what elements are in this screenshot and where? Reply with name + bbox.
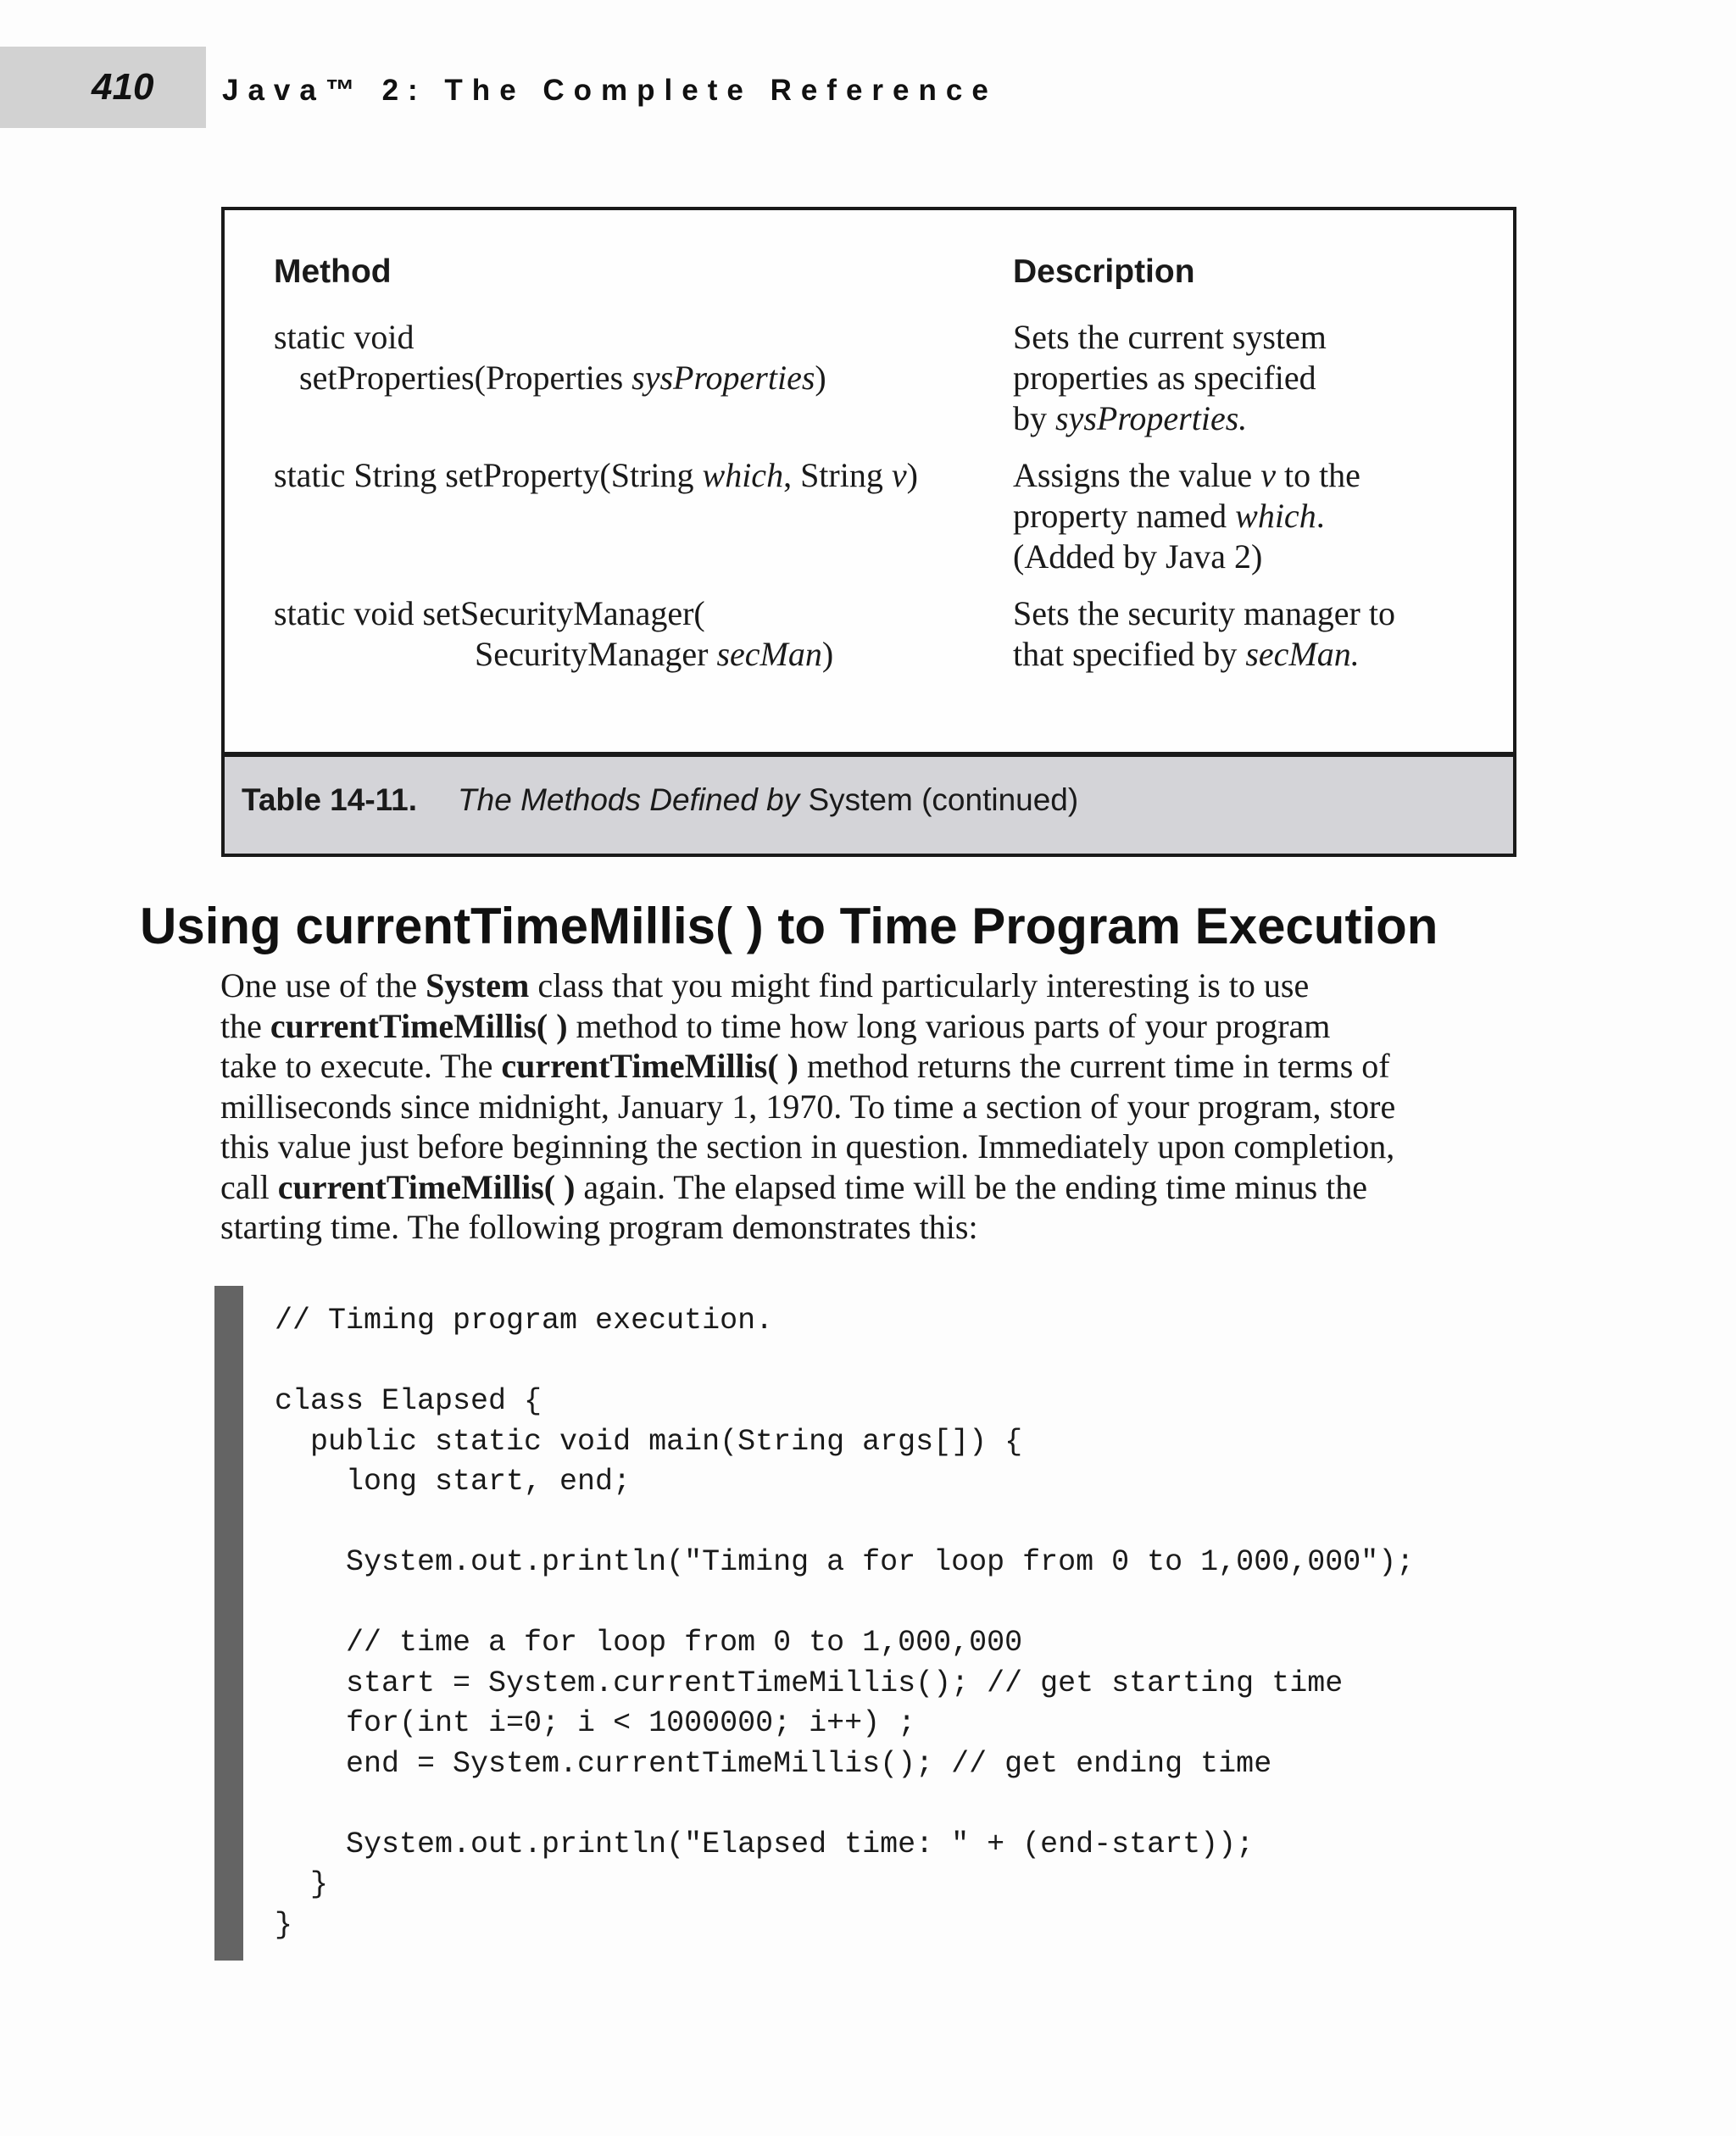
code-line: end = System.currentTimeMillis(); // get ending time: [275, 1746, 1272, 1781]
paragraph-line: the currentTimeMillis( ) method to time how long various parts of your program: [220, 1006, 1331, 1045]
code-line: [275, 1503, 1414, 1544]
code-line: for(int i=0; i < 1000000; i++) ;: [275, 1706, 916, 1740]
code-line: [275, 1583, 1414, 1624]
code-line: System.out.println("Timing a for loop from 0 to 1,000,000");: [275, 1545, 1415, 1579]
table-caption: [242, 782, 1078, 818]
table-caption-band: [225, 752, 1513, 854]
cell-line: property named which.: [1013, 497, 1325, 535]
code-line: long start, end;: [275, 1465, 632, 1499]
cell-line: static void: [274, 318, 415, 356]
code-line: // time a for loop from 0 to 1,000,000: [275, 1626, 1023, 1660]
paragraph-line: take to execute. The currentTimeMillis( ) method returns the current time in terms of: [220, 1047, 1390, 1085]
cell-line: Assigns the value v to the: [1013, 456, 1360, 494]
table-caption-label: Table 14-11.: [242, 782, 418, 817]
running-head: Java™ 2: The Complete Reference: [222, 74, 998, 107]
description-cell: [1013, 593, 1395, 675]
code-line: }: [275, 1867, 329, 1901]
code-line: // Timing program execution.: [275, 1304, 774, 1338]
paragraph-line: milliseconds since midnight, January 1, 1970. To time a section of your program, store: [220, 1087, 1396, 1126]
cell-line: SecurityManager secMan): [475, 635, 834, 673]
cell-line: (Added by Java 2): [1013, 537, 1263, 576]
method-cell: [274, 593, 833, 675]
paragraph-line: One use of the System class that you might find particularly interesting is to use: [220, 966, 1310, 1004]
method-cell: [274, 455, 918, 496]
code-line: public static void main(String args[]) {: [275, 1424, 1023, 1459]
code-sidebar-bar: [214, 1286, 243, 1961]
code-line: [275, 1784, 1414, 1825]
table-caption-italic: The Methods Defined by: [458, 782, 800, 817]
method-cell: [274, 317, 826, 398]
cell-line: properties as specified: [1013, 359, 1316, 397]
code-line: start = System.currentTimeMillis(); // get starting time: [275, 1666, 1344, 1700]
cell-line: static String setProperty(String which, String v): [274, 456, 918, 494]
table-caption-suffix: (continued): [921, 782, 1079, 817]
code-line: class Elapsed {: [275, 1384, 542, 1418]
code-line: [275, 1342, 1414, 1382]
cell-line: Sets the security manager to: [1013, 594, 1395, 632]
code-line: System.out.println("Elapsed time: " + (end-start));: [275, 1827, 1255, 1861]
cell-line: by sysProperties.: [1013, 399, 1248, 437]
code-line: }: [275, 1907, 293, 1942]
description-cell: [1013, 455, 1360, 577]
column-header-description: Description: [1013, 253, 1195, 290]
body-paragraph: [220, 965, 1526, 1248]
code-listing: [275, 1301, 1414, 1945]
cell-line: static void setSecurityManager(: [274, 594, 705, 632]
cell-line: setProperties(Properties sysProperties): [299, 359, 826, 397]
section-heading: Using currentTimeMillis( ) to Time Program Execution: [140, 898, 1438, 954]
cell-line: Sets the current system: [1013, 318, 1327, 356]
methods-table: [221, 207, 1516, 857]
paragraph-line: this value just before beginning the section in question. Immediately upon completion,: [220, 1127, 1395, 1165]
paragraph-line: call currentTimeMillis( ) again. The elapsed time will be the ending time minus the: [220, 1167, 1367, 1206]
table-body: [225, 210, 1513, 760]
column-header-method: Method: [274, 253, 392, 290]
description-cell: [1013, 317, 1327, 439]
page-number: 410: [92, 66, 154, 108]
paragraph-line: starting time. The following program demonstrates this:: [220, 1208, 978, 1246]
table-caption-class-name: System: [808, 782, 913, 817]
cell-line: that specified by secMan.: [1013, 635, 1360, 673]
